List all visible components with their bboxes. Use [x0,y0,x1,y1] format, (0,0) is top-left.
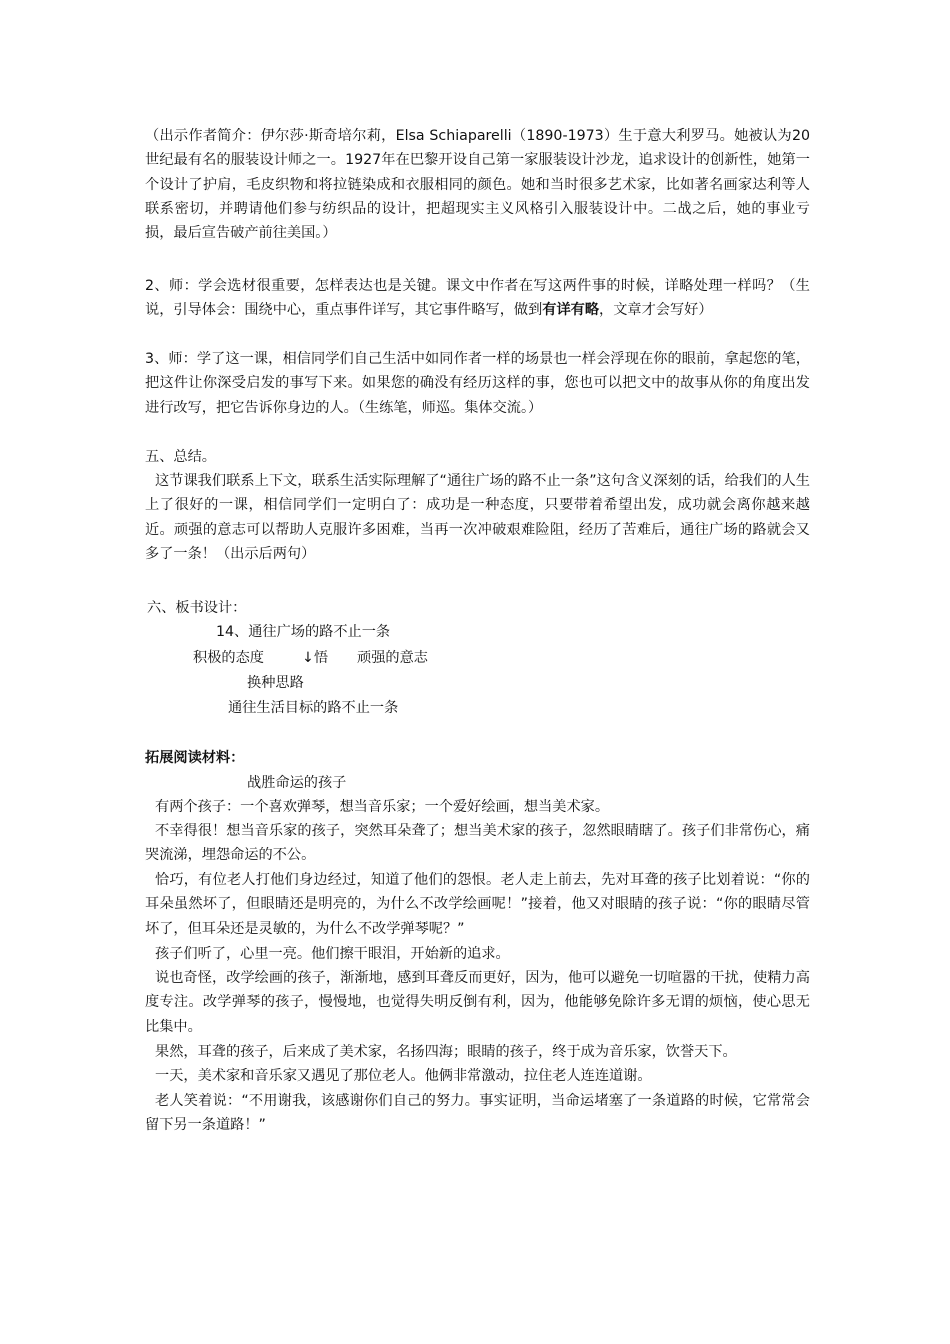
item-2-text: 2、师：学会选材很重要，怎样表达也是关键。课文中作者在写这两件事的时候，详略处理一样吗？（生说，引导体会：围绕中心，重点事件详写，其它事件略写，做到 [145,278,810,319]
reading-paragraph: 不幸得很！想当音乐家的孩子，突然耳朵聋了；想当美术家的孩子，忽然眼睛瞎了。孩子们非常伤心，痛哭流涕，埋怨命运的不公。 [145,823,810,864]
reading-heading: 拓展阅读材料： [145,750,245,766]
reading-paragraph: 恰巧，有位老人打他们身边经过，知道了他们的怨恨。老人走上前去，先对耳聋的孩子比划着说：“你的耳朵虽然坏了，但眼睛还是明亮的，为什么不改学绘画呢！”接着，他又对眼睛的孩子说：“你的眼睛尽管坏了，但耳朵还是灵敏的，为什么不改学弹琴呢？” [145,872,810,937]
author-intro: （出示作者简介：伊尔莎·斯奇培尔莉，Elsa Schiaparelli（1890-1973）生于意大利罗马。她被认为20世纪最有名的服装设计师之一。1927年在巴黎开设自己第一家服装设计沙龙，追求设计的创新性，她第一个设计了护肩，毛皮织物和将拉链染成和衣服相同的颜色。她和当时很多艺术家，比如著名画家达利等人联系密切，并聘请他们参与纺织品的设计，把超现实主义风格引入服装设计中。二战之后，她的事业亏损，最后宣告破产前往美国。） [145,128,810,242]
board-middle: 换种思路 [247,675,304,691]
item-2-bold-term: 有详有略 [542,302,600,319]
board-bottom: 通往生活目标的路不止一条 [228,700,399,716]
summary-body: 这节课我们联系上下文，联系生活实际理解了“通往广场的路不止一条”这句含义深刻的话，给我们的人生上了很好的一课，相信同学们一定明白了：成功是一种态度，只要带着希望出发，成功就会离你越来越近。顽强的意志可以帮助人克服许多困难，当再一次冲破艰难险阻，经历了苦难后，通往广场的路就会又多了一条！（出示后两句） [145,473,810,562]
reading-paragraph: 一天，美术家和音乐家又遇见了那位老人。他俩非常激动，拉住老人连连道谢。 [155,1068,652,1084]
board-left: 积极的态度 [193,650,264,666]
reading-paragraph: 老人笑着说：“不用谢我，该感谢你们自己的努力。事实证明，当命运堵塞了一条道路的时候，它常常会留下另一条道路！” [145,1093,810,1134]
board-right: 顽强的意志 [357,650,428,666]
reading-paragraph: 孩子们听了，心里一亮。他们擦干眼泪，开始新的追求。 [155,946,510,962]
reading-title: 战胜命运的孩子 [247,775,347,791]
board-title: 14、通往广场的路不止一条 [216,624,391,640]
board-heading: 六、板书设计： [147,600,247,616]
reading-paragraph: 果然，耳聋的孩子，后来成了美术家，名扬四海；眼睛的孩子，终于成为音乐家，饮誉天下。 [155,1044,737,1060]
reading-paragraph: 有两个孩子：一个喜欢弹琴，想当音乐家；一个爱好绘画，想当美术家。 [155,799,610,815]
item-2-text-end: ，文章才会写好） [599,302,713,319]
teacher-item-2 [145,274,810,323]
teacher-item-3: 3、师：学了这一课，相信同学们自己生活中如同作者一样的场景也一样会浮现在你的眼前，拿起您的笔，把这件让你深受启发的事写下来。如果您的确没有经历这样的事，您也可以把文中的故事从你的角度出发进行改写，把它告诉你身边的人。（生练笔，师巡。集体交流。） [145,351,810,416]
summary-heading: 五、总结。 [145,449,216,465]
reading-paragraph: 说也奇怪，改学绘画的孩子，渐渐地，感到耳聋反而更好，因为，他可以避免一切喧嚣的干扰，使精力高度专注。改学弹琴的孩子，慢慢地，也觉得失明反倒有利，因为，他能够免除许多无谓的烦恼，使心思无比集中。 [145,970,810,1035]
board-arrow: ↓悟 [302,650,329,666]
